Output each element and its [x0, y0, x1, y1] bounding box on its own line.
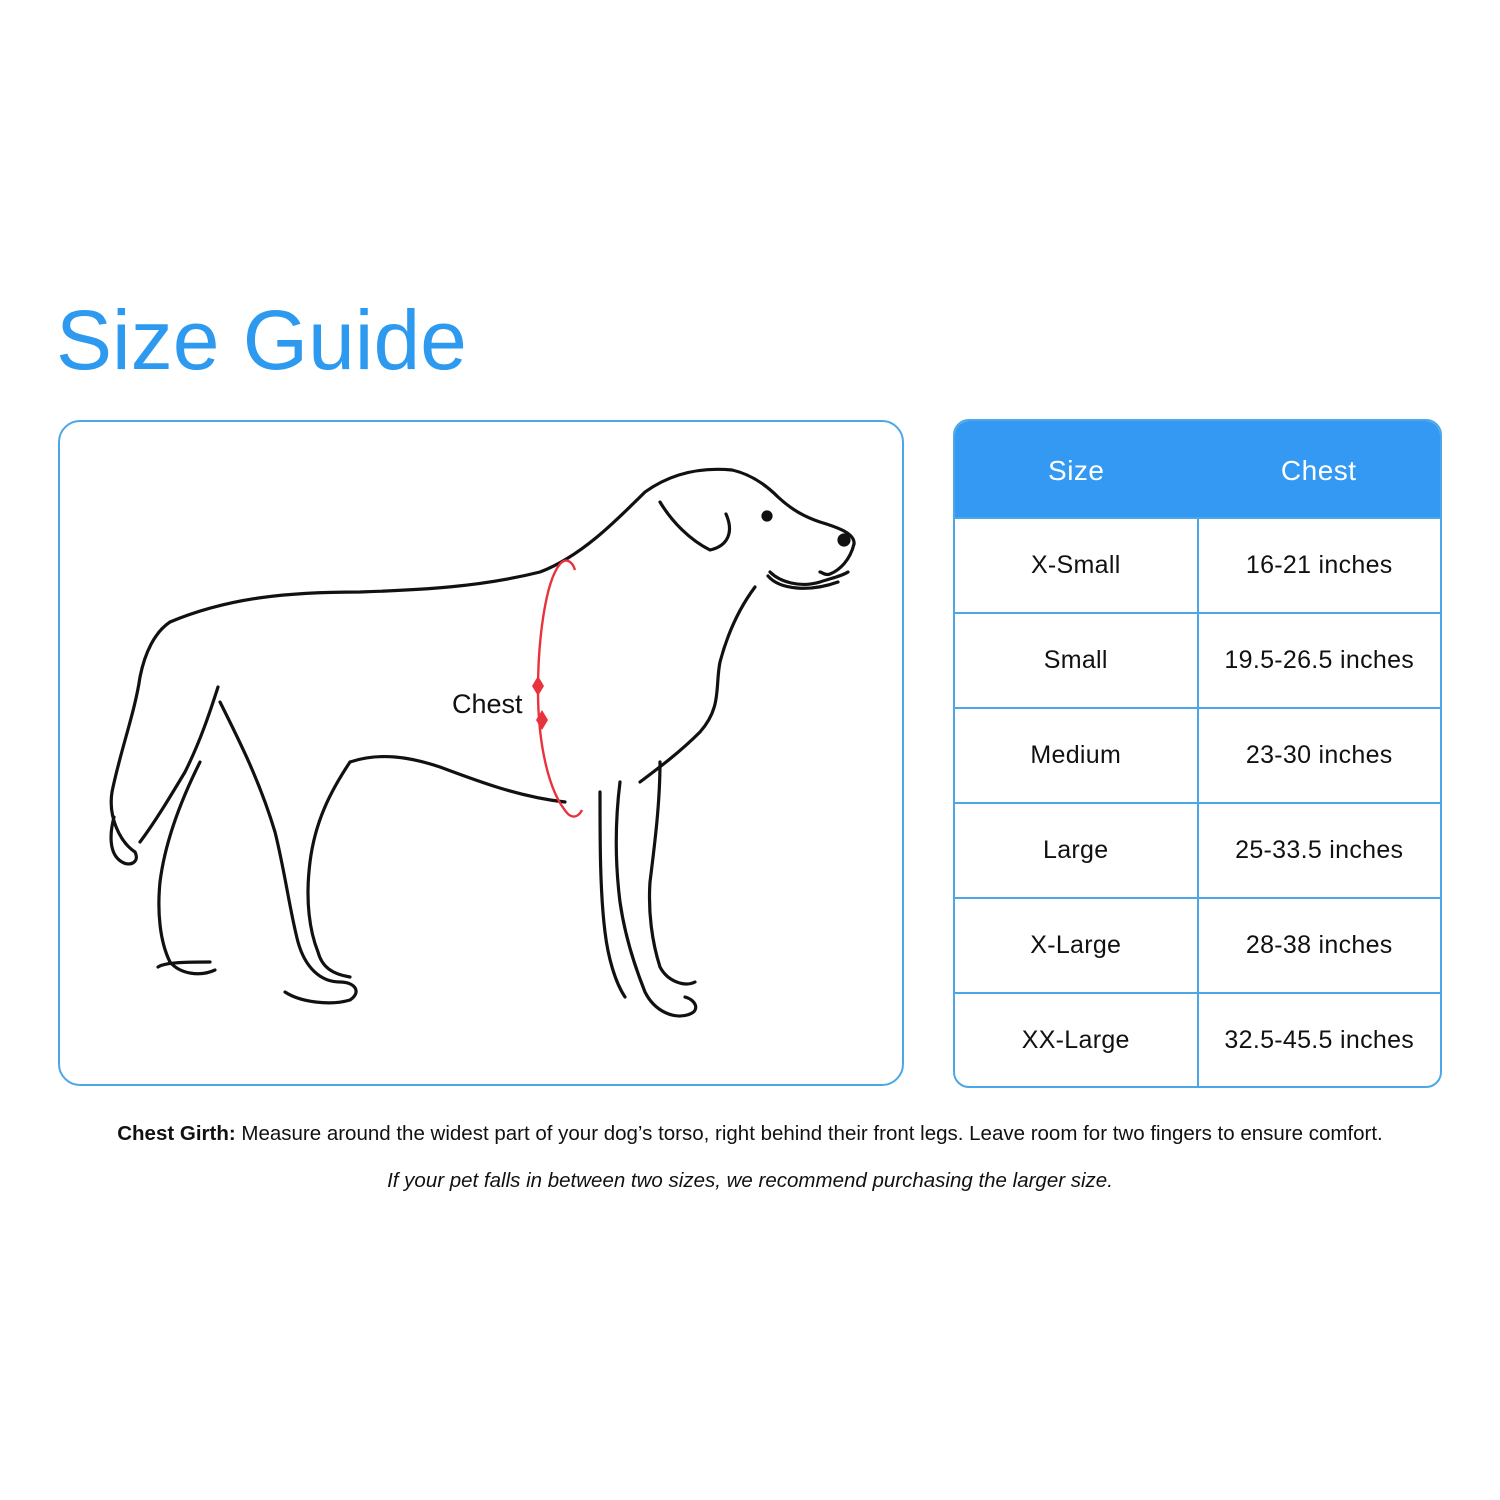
- table-row: [955, 992, 1440, 1087]
- chest-girth-text: Measure around the widest part of your dog’s torso, right behind their front legs. Leave room for two fingers to ensure comfort.: [235, 1122, 1383, 1145]
- size-cell: XX-Large: [1021, 1026, 1130, 1054]
- size-chart-table: [953, 419, 1442, 1088]
- size-cell: Large: [1043, 836, 1109, 864]
- chest-girth-label: Chest Girth:: [117, 1122, 236, 1145]
- table-row: [955, 897, 1440, 992]
- size-advice-note: If your pet falls in between two sizes, we recommend purchasing the larger size.: [387, 1169, 1113, 1192]
- page-title: Size Guide: [56, 293, 467, 387]
- size-cell: X-Large: [1030, 931, 1122, 959]
- chest-cell: 25-33.5 inches: [1197, 804, 1441, 897]
- dog-illustration-panel: [58, 420, 904, 1086]
- table-row: [955, 612, 1440, 707]
- size-cell: X-Small: [1030, 551, 1121, 579]
- chest-cell: 28-38 inches: [1197, 899, 1441, 992]
- table-row: [955, 802, 1440, 897]
- chest-cell: 19.5-26.5 inches: [1197, 614, 1441, 707]
- chest-girth-note: [0, 1122, 1500, 1146]
- header-size: Size: [1048, 455, 1105, 486]
- size-cell: Medium: [1030, 741, 1122, 769]
- table-row: [955, 707, 1440, 802]
- header-chest: Chest: [1280, 455, 1357, 486]
- chest-cell: 16-21 inches: [1197, 519, 1441, 612]
- chest-cell: 32.5-45.5 inches: [1197, 994, 1441, 1087]
- chest-label: Chest: [452, 689, 523, 719]
- table-header-row: [955, 421, 1440, 517]
- table-row: [955, 517, 1440, 612]
- chest-cell: 23-30 inches: [1197, 709, 1441, 802]
- size-cell: Small: [1043, 646, 1108, 674]
- dog-illustration: [60, 422, 904, 1086]
